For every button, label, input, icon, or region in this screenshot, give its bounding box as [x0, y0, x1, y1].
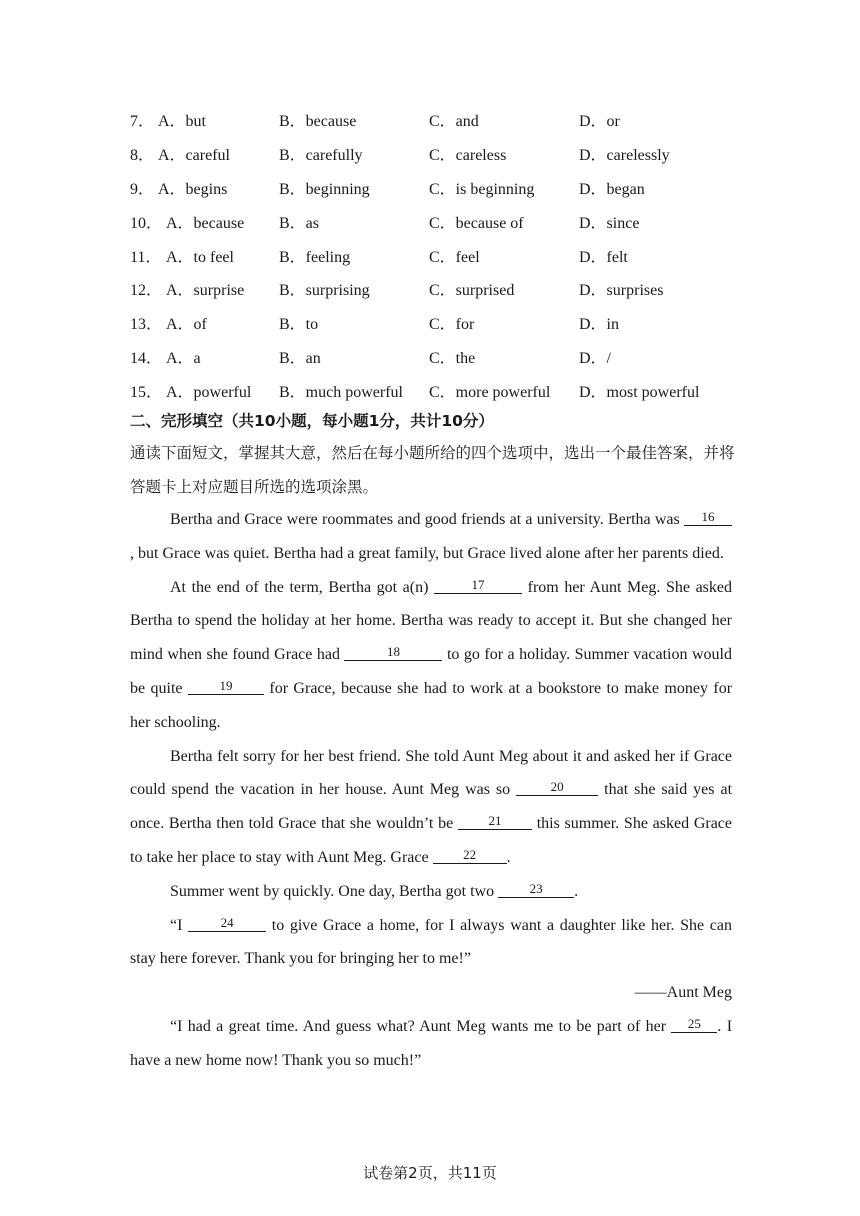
passage-text: that she said yes at once. Bertha then told Grace that she wouldn’t be [130, 781, 733, 833]
option-b: B．feeling [279, 248, 351, 266]
passage-text: . [574, 882, 579, 900]
option-d: D．carelessly [579, 146, 670, 164]
option-d: D．began [579, 180, 645, 198]
question-number: 13． [130, 316, 163, 334]
question-number: 12． [130, 282, 163, 300]
blank-18: 18 [344, 644, 442, 661]
passage-text: . [506, 848, 511, 866]
option-row [130, 278, 750, 312]
option-d: D．since [579, 214, 640, 232]
option-c: C．because of [429, 214, 524, 232]
paragraph [130, 740, 732, 875]
option-c: C．careless [429, 146, 507, 164]
option-a: A．but [158, 113, 207, 130]
option-a: A．powerful [166, 384, 252, 402]
option-a: A．surprise [166, 282, 245, 300]
option-a: A．careful [158, 146, 230, 164]
passage-text: from her Aunt Meg. She asked Bertha to spend the holiday at her home. Bertha was ready to accept it. But she changed her mind when she found Grace had [130, 578, 732, 664]
section-instructions: 通读下面短文，掌握其大意，然后在每小题所给的四个选项中，选出一个最佳答案，并将答题卡上对应题目所选的选项涂黑。 [130, 444, 735, 496]
option-row [130, 312, 750, 346]
blank-25: 25 [671, 1016, 717, 1033]
option-c: C．and [429, 113, 479, 130]
paragraph [130, 1010, 732, 1078]
question-number: 15． [130, 384, 163, 402]
paragraph [130, 875, 732, 909]
option-d: D．most powerful [579, 384, 700, 402]
passage-text: this summer. She asked Grace to take her place to stay with Aunt Meg. Grace [130, 815, 733, 866]
passage-text: Bertha felt sorry for her best friend. She told Aunt Meg about it and asked her if Grace could spend the vacation in her house. Aunt Meg was so [130, 747, 732, 799]
option-d: D．felt [579, 248, 628, 266]
cloze-passage [130, 503, 732, 1078]
question-number: 8． [130, 146, 155, 164]
passage-text: for Grace, because she had to work at a bookstore to make money for her schooling. [130, 679, 733, 731]
option-b: B．an [279, 350, 321, 368]
question-number: 7． [130, 113, 155, 130]
blank-19: 19 [188, 678, 264, 695]
option-d: D．surprises [579, 282, 664, 300]
question-number: 10． [130, 214, 163, 232]
section-title: 二、完形填空（共10小题，每小题1分，共计10分） [130, 412, 494, 430]
option-a: A．begins [158, 180, 228, 198]
option-row [130, 346, 750, 380]
passage-text: “I [170, 916, 183, 934]
option-d: D．in [579, 316, 620, 334]
paragraph [130, 909, 732, 977]
option-c: C．for [429, 316, 475, 334]
option-a: A．of [166, 316, 207, 334]
options-table [130, 109, 750, 414]
blank-24: 24 [188, 915, 266, 932]
passage-text: “I had a great time. And guess what? Aunt Meg wants me to be part of her [170, 1017, 667, 1035]
passage-text: to give Grace a home, for I always want a daughter like her. She can stay here forever. Thank you for bringing her to me!” [130, 916, 733, 968]
option-b: B．carefully [279, 146, 363, 164]
paragraph [130, 503, 732, 571]
blank-22: 22 [433, 847, 507, 864]
option-a: A．a [166, 350, 201, 368]
option-row [130, 177, 750, 211]
blank-23: 23 [498, 881, 574, 898]
option-c: C．feel [429, 248, 480, 266]
passage-text: Summer went by quickly. One day, Bertha got two [170, 882, 495, 900]
option-c: C．the [429, 350, 476, 368]
passage-text: Bertha and Grace were roommates and good friends at a university. Bertha was [170, 511, 680, 528]
blank-21: 21 [458, 813, 532, 830]
blank-16: 16 [684, 509, 732, 526]
option-b: B．because [279, 113, 357, 130]
passage-text: At the end of the term, Bertha got a(n) [170, 578, 429, 596]
option-c: C．surprised [429, 282, 515, 300]
option-a: A．because [166, 214, 245, 232]
question-number: 11． [130, 248, 162, 266]
option-d: D．/ [579, 350, 612, 368]
option-row [130, 211, 750, 245]
option-a: A．to feel [166, 248, 234, 266]
passage-text: , but Grace was quiet. Bertha had a great family, but Grace lived alone after her parents died. [130, 544, 724, 562]
option-c: C．is beginning [429, 180, 535, 198]
question-number: 14． [130, 350, 163, 368]
option-b: B．beginning [279, 180, 370, 198]
option-c: C．more powerful [429, 384, 551, 402]
option-b: B．as [279, 214, 320, 232]
option-row [130, 245, 750, 279]
page-footer: 试卷第2页，共11页 [363, 1164, 497, 1182]
letter-signature: ——Aunt Meg [634, 984, 732, 1002]
passage-text: to go for a holiday. Summer vacation would be quite [130, 646, 733, 697]
option-b: B．to [279, 316, 319, 334]
option-b: B．surprising [279, 282, 370, 300]
option-row [130, 109, 750, 143]
option-row [130, 143, 750, 177]
option-b: B．much powerful [279, 384, 403, 402]
option-d: D．or [579, 113, 620, 130]
paragraph [130, 571, 732, 740]
blank-20: 20 [516, 779, 598, 796]
blank-17: 17 [434, 577, 522, 594]
question-number: 9． [130, 180, 155, 198]
passage-text: . I have a new home now! Thank you so much!” [130, 1017, 733, 1069]
